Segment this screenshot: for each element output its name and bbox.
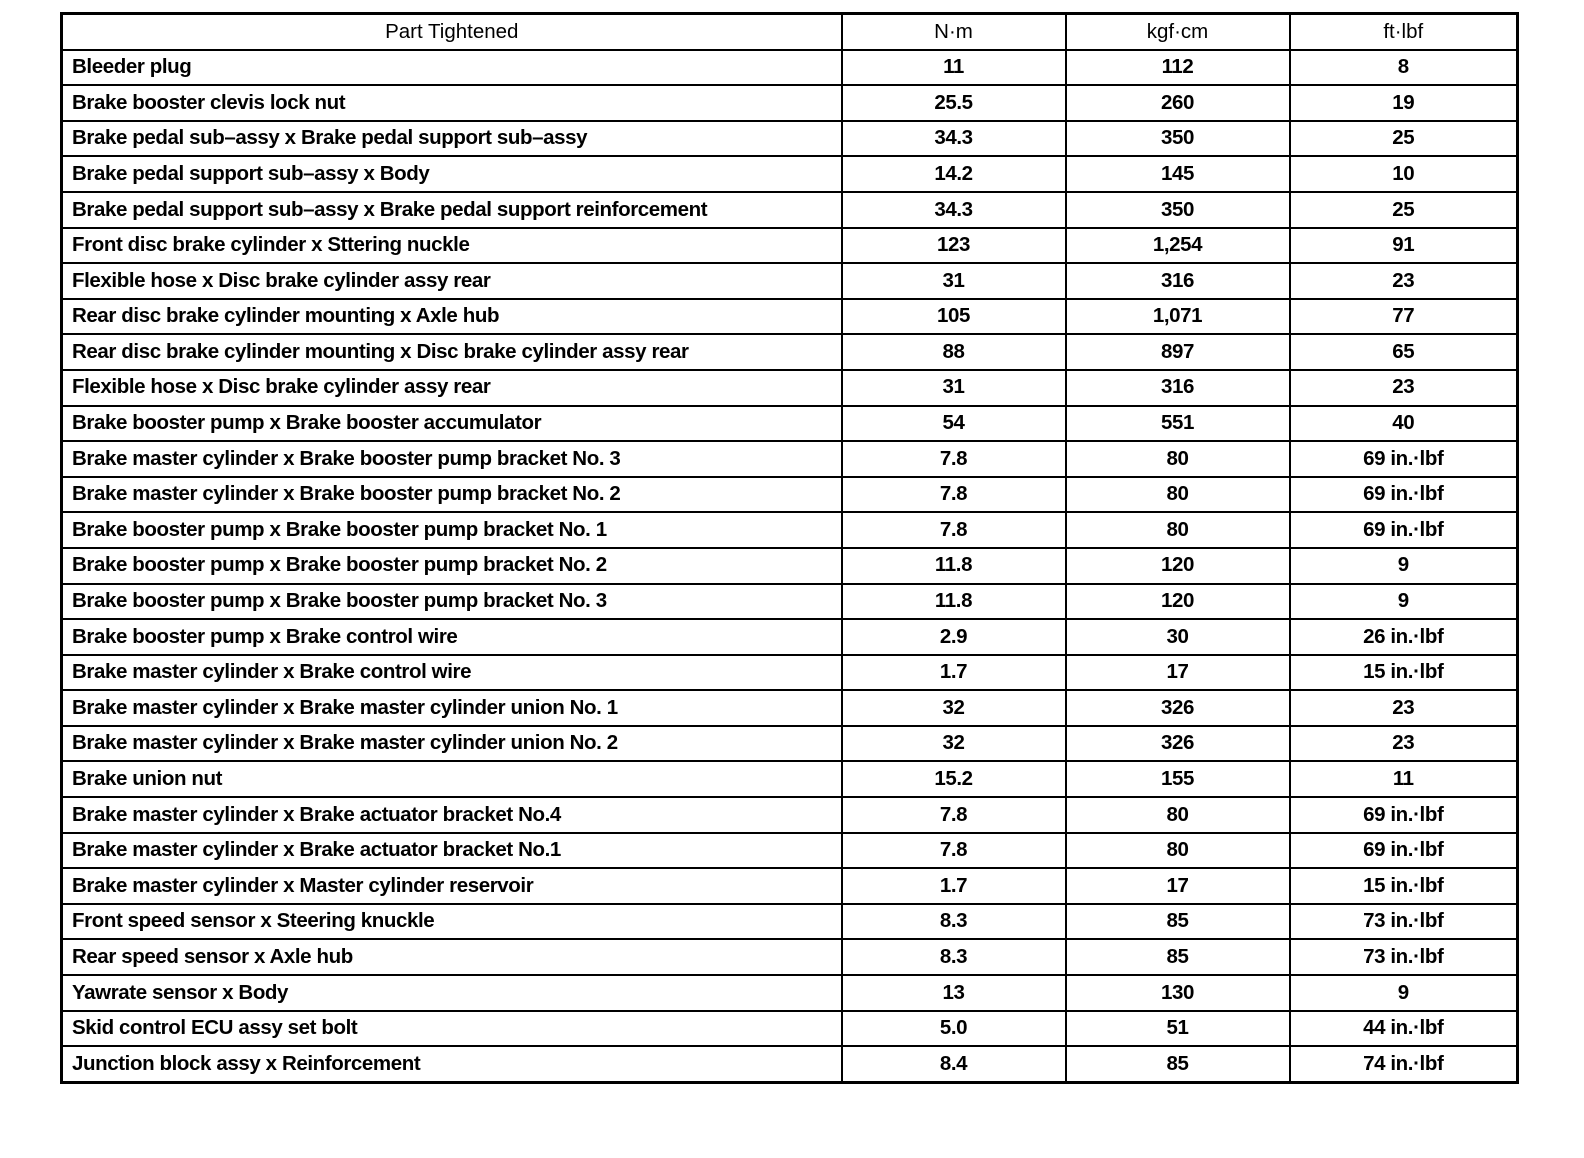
header-kgf-cm: kgf·cm <box>1066 14 1290 50</box>
ft-lbf-cell: 9 <box>1290 584 1518 620</box>
part-cell: Yawrate sensor x Body <box>62 975 842 1011</box>
ft-lbf-cell: 26 in.·lbf <box>1290 619 1518 655</box>
nm-cell: 34.3 <box>842 121 1066 157</box>
table-row <box>62 228 1518 264</box>
kgf-cm-cell: 897 <box>1066 334 1290 370</box>
part-cell: Skid control ECU assy set bolt <box>62 1011 842 1047</box>
ft-lbf-cell: 77 <box>1290 299 1518 335</box>
kgf-cm-cell: 1,254 <box>1066 228 1290 264</box>
ft-lbf-cell: 15 in.·lbf <box>1290 868 1518 904</box>
torque-spec-table <box>60 12 1519 1084</box>
nm-cell: 7.8 <box>842 477 1066 513</box>
ft-lbf-cell: 69 in.·lbf <box>1290 797 1518 833</box>
part-cell: Brake master cylinder x Brake control wire <box>62 655 842 691</box>
part-cell: Junction block assy x Reinforcement <box>62 1046 842 1082</box>
kgf-cm-cell: 80 <box>1066 512 1290 548</box>
nm-cell: 54 <box>842 406 1066 442</box>
part-cell: Brake master cylinder x Brake booster pump bracket No. 3 <box>62 441 842 477</box>
part-cell: Rear disc brake cylinder mounting x Disc brake cylinder assy rear <box>62 334 842 370</box>
table-row <box>62 334 1518 370</box>
table-row <box>62 192 1518 228</box>
part-cell: Brake pedal support sub–assy x Body <box>62 156 842 192</box>
table-row <box>62 156 1518 192</box>
table-row <box>62 85 1518 121</box>
ft-lbf-cell: 25 <box>1290 192 1518 228</box>
table-row <box>62 726 1518 762</box>
ft-lbf-cell: 8 <box>1290 50 1518 86</box>
table-row <box>62 1011 1518 1047</box>
table-row <box>62 797 1518 833</box>
nm-cell: 34.3 <box>842 192 1066 228</box>
ft-lbf-cell: 9 <box>1290 975 1518 1011</box>
part-cell: Brake booster pump x Brake booster pump bracket No. 2 <box>62 548 842 584</box>
ft-lbf-cell: 23 <box>1290 263 1518 299</box>
table-row <box>62 512 1518 548</box>
kgf-cm-cell: 85 <box>1066 939 1290 975</box>
part-cell: Front disc brake cylinder x Sttering nuckle <box>62 228 842 264</box>
ft-lbf-cell: 91 <box>1290 228 1518 264</box>
nm-cell: 105 <box>842 299 1066 335</box>
header-ft-lbf: ft·lbf <box>1290 14 1518 50</box>
ft-lbf-cell: 69 in.·lbf <box>1290 441 1518 477</box>
kgf-cm-cell: 326 <box>1066 690 1290 726</box>
part-cell: Brake master cylinder x Brake actuator bracket No.4 <box>62 797 842 833</box>
kgf-cm-cell: 17 <box>1066 655 1290 691</box>
part-cell: Brake pedal sub–assy x Brake pedal support sub–assy <box>62 121 842 157</box>
kgf-cm-cell: 316 <box>1066 263 1290 299</box>
kgf-cm-cell: 17 <box>1066 868 1290 904</box>
table-row <box>62 263 1518 299</box>
nm-cell: 7.8 <box>842 441 1066 477</box>
nm-cell: 88 <box>842 334 1066 370</box>
ft-lbf-cell: 44 in.·lbf <box>1290 1011 1518 1047</box>
part-cell: Rear speed sensor x Axle hub <box>62 939 842 975</box>
kgf-cm-cell: 551 <box>1066 406 1290 442</box>
ft-lbf-cell: 15 in.·lbf <box>1290 655 1518 691</box>
nm-cell: 25.5 <box>842 85 1066 121</box>
ft-lbf-cell: 74 in.·lbf <box>1290 1046 1518 1082</box>
nm-cell: 11.8 <box>842 584 1066 620</box>
nm-cell: 15.2 <box>842 761 1066 797</box>
part-cell: Brake master cylinder x Brake master cylinder union No. 1 <box>62 690 842 726</box>
table-row <box>62 868 1518 904</box>
kgf-cm-cell: 350 <box>1066 121 1290 157</box>
part-cell: Brake master cylinder x Master cylinder reservoir <box>62 868 842 904</box>
table-row <box>62 477 1518 513</box>
nm-cell: 7.8 <box>842 512 1066 548</box>
ft-lbf-cell: 73 in.·lbf <box>1290 939 1518 975</box>
table-row <box>62 904 1518 940</box>
nm-cell: 7.8 <box>842 833 1066 869</box>
part-cell: Flexible hose x Disc brake cylinder assy rear <box>62 263 842 299</box>
ft-lbf-cell: 69 in.·lbf <box>1290 477 1518 513</box>
kgf-cm-cell: 80 <box>1066 797 1290 833</box>
table-row <box>62 441 1518 477</box>
table-row <box>62 584 1518 620</box>
nm-cell: 1.7 <box>842 868 1066 904</box>
header-row <box>62 14 1518 50</box>
ft-lbf-cell: 10 <box>1290 156 1518 192</box>
kgf-cm-cell: 155 <box>1066 761 1290 797</box>
nm-cell: 8.4 <box>842 1046 1066 1082</box>
ft-lbf-cell: 69 in.·lbf <box>1290 512 1518 548</box>
nm-cell: 5.0 <box>842 1011 1066 1047</box>
nm-cell: 123 <box>842 228 1066 264</box>
nm-cell: 31 <box>842 263 1066 299</box>
table-row <box>62 1046 1518 1082</box>
table-body <box>62 50 1518 1083</box>
table-row <box>62 299 1518 335</box>
table-row <box>62 833 1518 869</box>
ft-lbf-cell: 73 in.·lbf <box>1290 904 1518 940</box>
ft-lbf-cell: 19 <box>1290 85 1518 121</box>
part-cell: Front speed sensor x Steering knuckle <box>62 904 842 940</box>
ft-lbf-cell: 9 <box>1290 548 1518 584</box>
table-row <box>62 370 1518 406</box>
kgf-cm-cell: 145 <box>1066 156 1290 192</box>
table-row <box>62 121 1518 157</box>
table-row <box>62 975 1518 1011</box>
kgf-cm-cell: 120 <box>1066 548 1290 584</box>
part-cell: Brake master cylinder x Brake actuator bracket No.1 <box>62 833 842 869</box>
nm-cell: 2.9 <box>842 619 1066 655</box>
part-cell: Bleeder plug <box>62 50 842 86</box>
kgf-cm-cell: 260 <box>1066 85 1290 121</box>
header-nm: N·m <box>842 14 1066 50</box>
kgf-cm-cell: 80 <box>1066 477 1290 513</box>
part-cell: Brake union nut <box>62 761 842 797</box>
nm-cell: 14.2 <box>842 156 1066 192</box>
table-row <box>62 655 1518 691</box>
part-cell: Brake master cylinder x Brake booster pump bracket No. 2 <box>62 477 842 513</box>
part-cell: Brake pedal support sub–assy x Brake pedal support reinforcement <box>62 192 842 228</box>
ft-lbf-cell: 23 <box>1290 690 1518 726</box>
nm-cell: 8.3 <box>842 904 1066 940</box>
ft-lbf-cell: 23 <box>1290 370 1518 406</box>
nm-cell: 13 <box>842 975 1066 1011</box>
ft-lbf-cell: 65 <box>1290 334 1518 370</box>
table-row <box>62 761 1518 797</box>
nm-cell: 11.8 <box>842 548 1066 584</box>
kgf-cm-cell: 30 <box>1066 619 1290 655</box>
nm-cell: 32 <box>842 690 1066 726</box>
nm-cell: 8.3 <box>842 939 1066 975</box>
kgf-cm-cell: 1,071 <box>1066 299 1290 335</box>
part-cell: Brake master cylinder x Brake master cylinder union No. 2 <box>62 726 842 762</box>
table-row <box>62 548 1518 584</box>
kgf-cm-cell: 80 <box>1066 441 1290 477</box>
nm-cell: 32 <box>842 726 1066 762</box>
part-cell: Brake booster pump x Brake booster pump bracket No. 3 <box>62 584 842 620</box>
ft-lbf-cell: 25 <box>1290 121 1518 157</box>
kgf-cm-cell: 326 <box>1066 726 1290 762</box>
part-cell: Brake booster pump x Brake booster pump bracket No. 1 <box>62 512 842 548</box>
ft-lbf-cell: 23 <box>1290 726 1518 762</box>
kgf-cm-cell: 112 <box>1066 50 1290 86</box>
table-row <box>62 690 1518 726</box>
table-row <box>62 619 1518 655</box>
table-row <box>62 50 1518 86</box>
part-cell: Rear disc brake cylinder mounting x Axle hub <box>62 299 842 335</box>
part-cell: Flexible hose x Disc brake cylinder assy rear <box>62 370 842 406</box>
kgf-cm-cell: 350 <box>1066 192 1290 228</box>
header-part-tightened: Part Tightened <box>62 14 842 50</box>
nm-cell: 1.7 <box>842 655 1066 691</box>
ft-lbf-cell: 11 <box>1290 761 1518 797</box>
table-row <box>62 939 1518 975</box>
table-header <box>62 14 1518 50</box>
kgf-cm-cell: 316 <box>1066 370 1290 406</box>
table-row <box>62 406 1518 442</box>
nm-cell: 11 <box>842 50 1066 86</box>
kgf-cm-cell: 120 <box>1066 584 1290 620</box>
nm-cell: 31 <box>842 370 1066 406</box>
kgf-cm-cell: 130 <box>1066 975 1290 1011</box>
kgf-cm-cell: 51 <box>1066 1011 1290 1047</box>
ft-lbf-cell: 40 <box>1290 406 1518 442</box>
part-cell: Brake booster pump x Brake control wire <box>62 619 842 655</box>
kgf-cm-cell: 85 <box>1066 1046 1290 1082</box>
kgf-cm-cell: 80 <box>1066 833 1290 869</box>
ft-lbf-cell: 69 in.·lbf <box>1290 833 1518 869</box>
kgf-cm-cell: 85 <box>1066 904 1290 940</box>
nm-cell: 7.8 <box>842 797 1066 833</box>
part-cell: Brake booster clevis lock nut <box>62 85 842 121</box>
part-cell: Brake booster pump x Brake booster accumulator <box>62 406 842 442</box>
